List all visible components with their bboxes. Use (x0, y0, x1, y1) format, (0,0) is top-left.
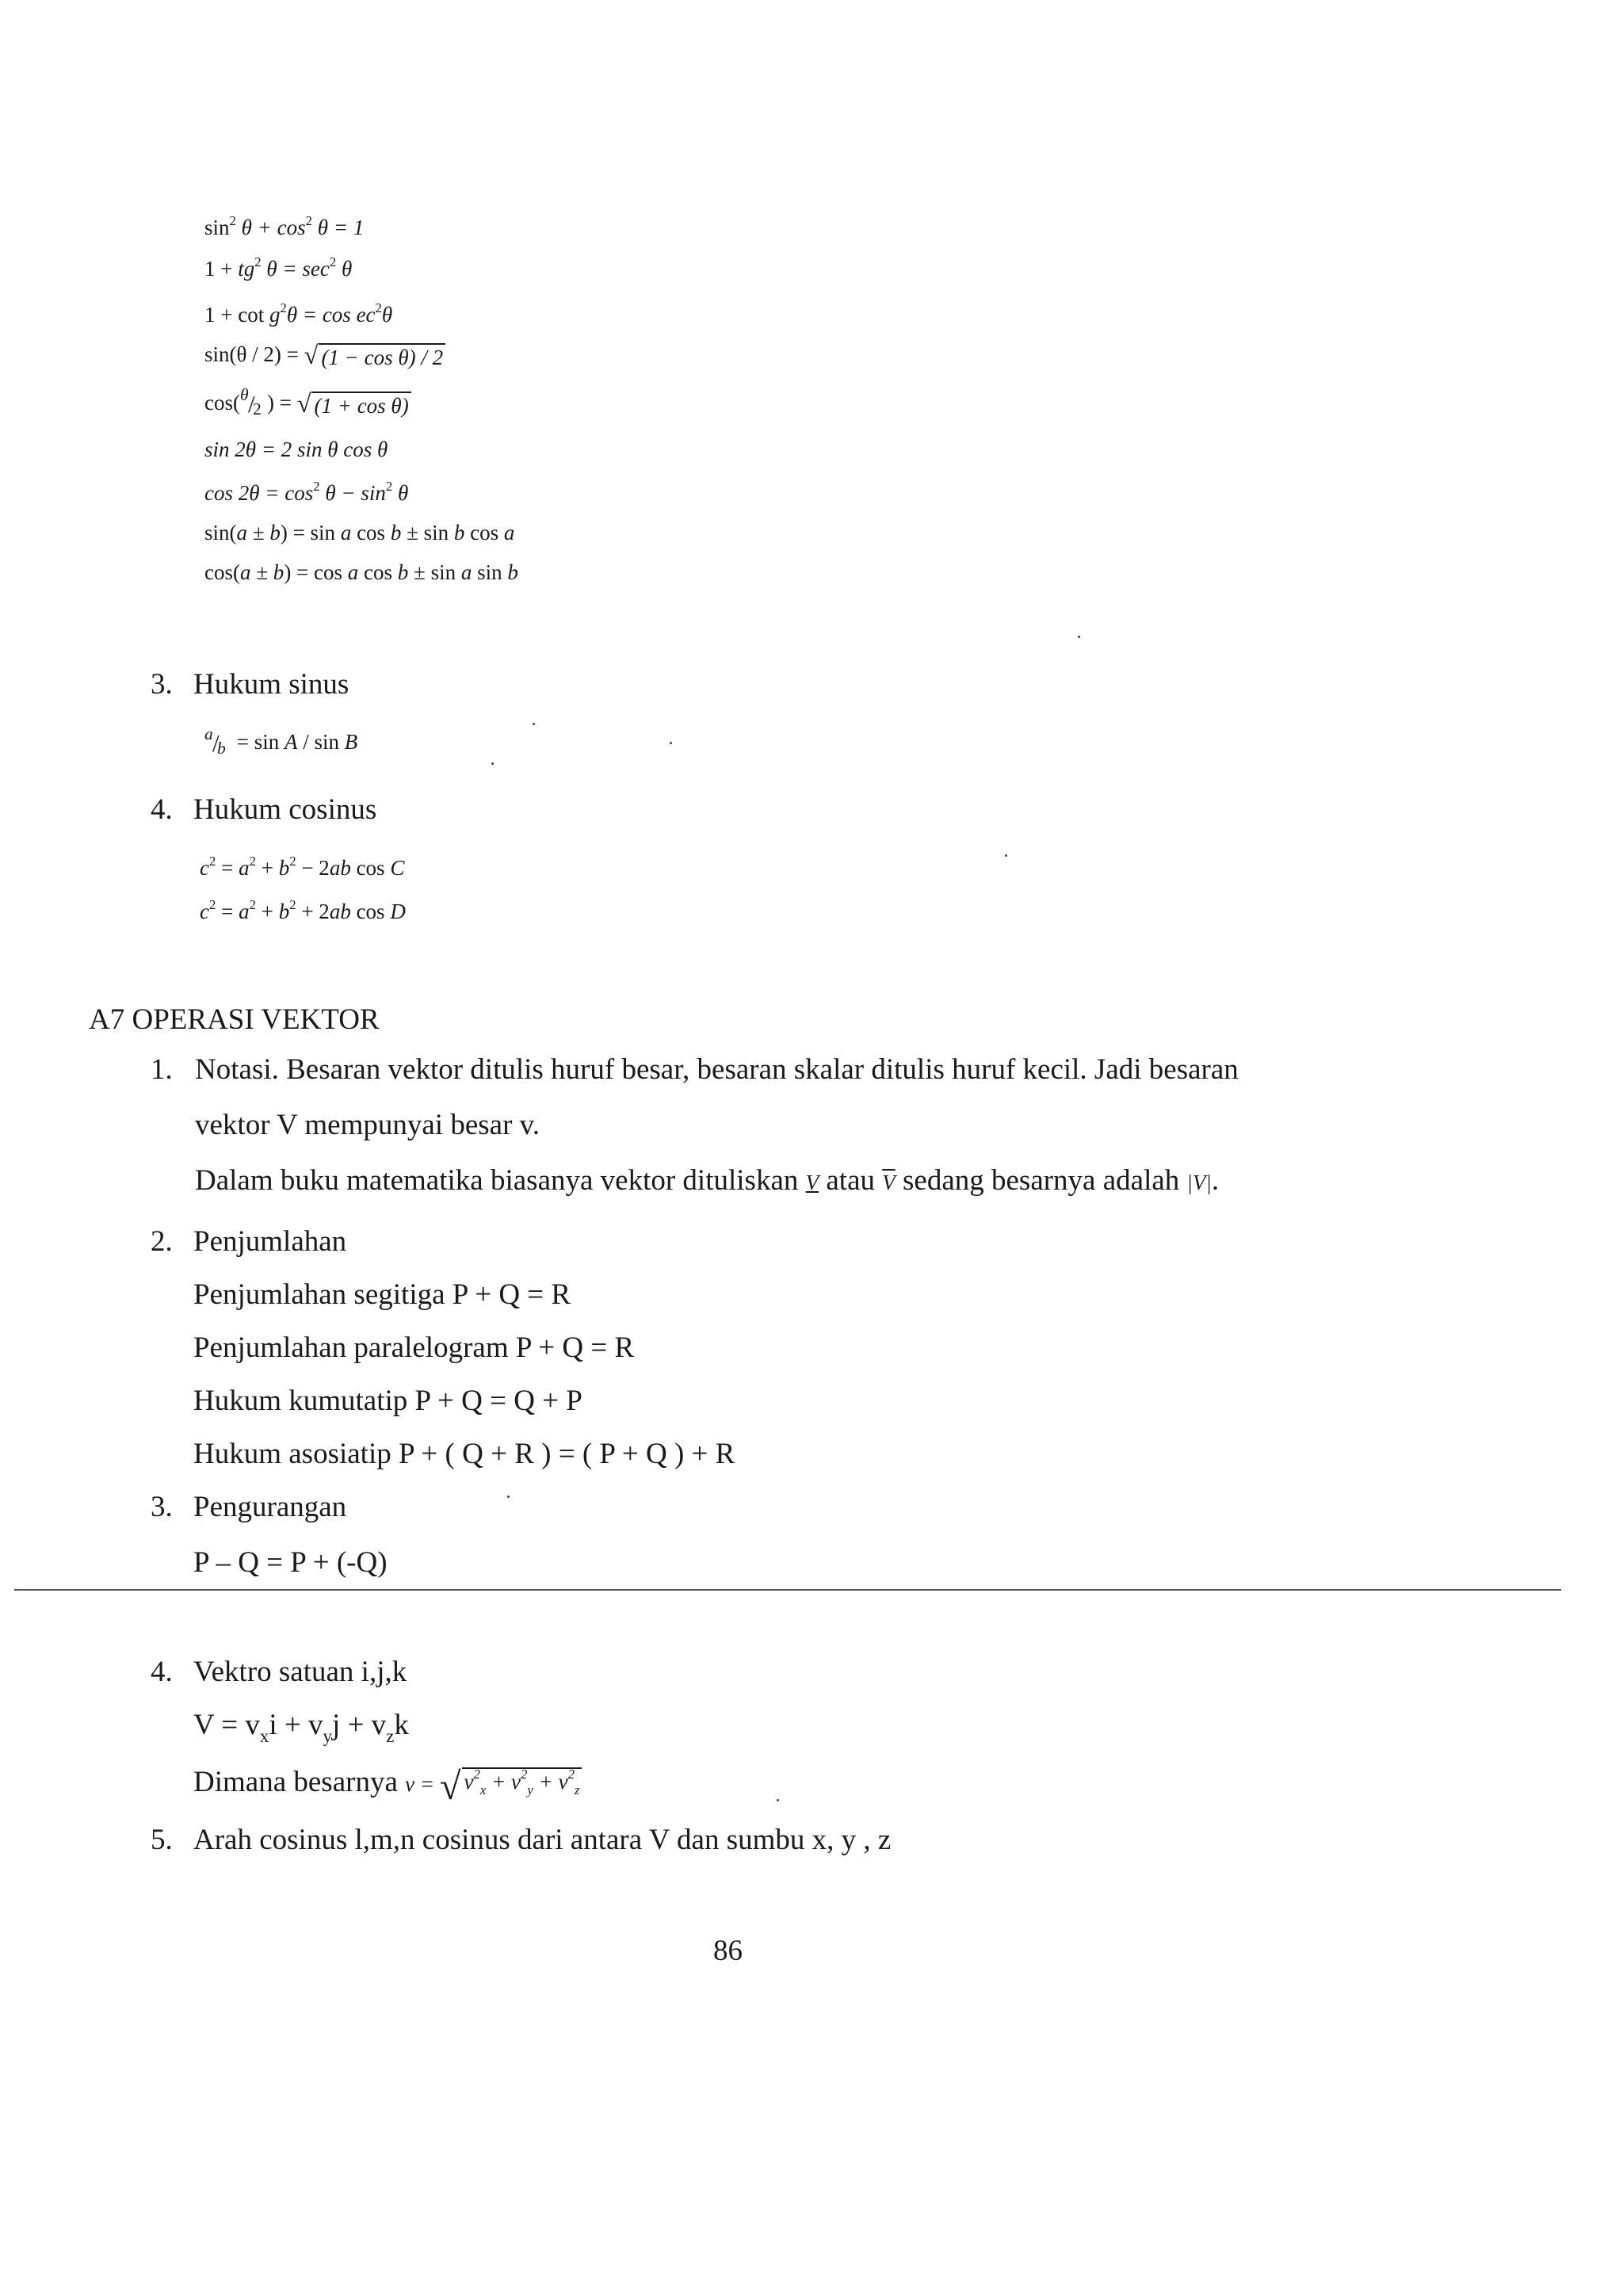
scan-speck (777, 1799, 779, 1801)
text: cos( (204, 391, 240, 415)
heading-penjumlahan: Penjumlahan (193, 1225, 347, 1258)
section-title: A7 OPERASI VEKTOR (89, 1003, 380, 1036)
subscript: z (574, 1782, 580, 1797)
notation-line-3 (195, 1163, 1219, 1198)
text: g (269, 303, 281, 327)
identity-double-angle-sine (204, 437, 388, 462)
text: sin (204, 216, 230, 239)
radicand: (1 − cos θ) / 2 (319, 343, 445, 370)
radical-sign: √ (296, 390, 311, 419)
text: sedang besarnya adalah (895, 1164, 1187, 1197)
text: c (200, 856, 209, 880)
text: a (460, 560, 472, 584)
text: θ = sec (266, 257, 330, 281)
addition-line: Penjumlahan paralelogram P + Q = R (193, 1331, 635, 1364)
exponent: 2 (385, 478, 393, 494)
identity-half-angle-sine (204, 342, 445, 370)
identity-tangent-secant (204, 254, 353, 281)
notation-line-1: Notasi. Besaran vektor ditulis huruf besar, besaran skalar ditulis huruf kecil. Jadi besaran (195, 1053, 1239, 1086)
text: . (1211, 1164, 1220, 1197)
list-number: 4. (151, 1656, 173, 1688)
subscript: x (259, 1725, 269, 1746)
text: + (533, 1769, 559, 1794)
text: cos 2θ = cos (204, 481, 314, 505)
text: + (255, 900, 279, 923)
square-root (304, 343, 446, 370)
text: + 2 (296, 900, 330, 923)
exponent: 2 (289, 853, 296, 869)
text: sin 2θ = 2 sin θ cos θ (204, 437, 388, 461)
text: cos (350, 856, 391, 880)
text: θ (381, 303, 393, 327)
list-number: 5. (151, 1824, 173, 1856)
text: 1 + (204, 257, 239, 281)
text: a (340, 521, 352, 544)
text: + (255, 856, 279, 880)
text: cos( (204, 560, 240, 584)
scan-speck (670, 742, 672, 744)
scan-speck (533, 723, 535, 725)
text: ) = cos (284, 560, 348, 584)
text: = (414, 1772, 440, 1796)
exponent: 2 (208, 896, 216, 912)
text: tg (238, 257, 255, 281)
fraction-a-over-b (204, 724, 231, 759)
scan-speck (1005, 854, 1007, 857)
text: / sin (297, 730, 345, 755)
text: ec (356, 303, 376, 327)
law-of-cosines-formula-1 (200, 853, 405, 881)
fraction-theta-over-2 (239, 385, 267, 420)
text: = sin (231, 730, 285, 755)
identity-double-angle-cosine (204, 478, 409, 506)
page-number: 86 (713, 1935, 743, 1967)
addition-line: Hukum asosiatip P + ( Q + R ) = ( P + Q ) + R (193, 1438, 735, 1470)
list-number: 1. (151, 1053, 173, 1086)
subtraction-line: P – Q = P + (-Q) (193, 1546, 388, 1579)
scan-speck (507, 1496, 510, 1498)
text: b (390, 521, 402, 544)
text: cos (464, 521, 504, 544)
text: v (405, 1772, 415, 1796)
magnitude-symbol: |V| (1186, 1171, 1212, 1194)
exponent: 2 (280, 300, 287, 315)
text: v (464, 1769, 474, 1794)
fraction-slash: / (247, 390, 255, 418)
text: b (397, 560, 409, 584)
denominator: b (217, 739, 226, 758)
addition-line: Hukum kumutatip P + Q = Q + P (193, 1385, 582, 1417)
exponent: 2 (254, 254, 262, 269)
text: cos (350, 900, 391, 923)
law-of-sines-formula (204, 724, 358, 759)
text: k (394, 1709, 409, 1741)
heading-pengurangan: Pengurangan (193, 1491, 347, 1523)
text: Dalam buku matematika biasanya vektor dituliskan (195, 1164, 806, 1197)
text: c (200, 900, 209, 923)
text: = (216, 900, 239, 923)
text: a (347, 560, 359, 584)
horizontal-rule (14, 1589, 1561, 1591)
radical-sign: √ (439, 1764, 461, 1808)
text: 1 + cot (204, 303, 269, 327)
magnitude-line (193, 1764, 582, 1808)
identity-pythagorean (204, 212, 365, 240)
notation-line-2: vektor V mempunyai besar v. (195, 1109, 540, 1141)
numerator: a (204, 724, 213, 743)
text: θ + cos (241, 216, 306, 239)
identity-cosine-sum (204, 560, 518, 585)
exponent: 2 (305, 212, 312, 228)
text: ± sin (401, 521, 454, 544)
denominator: 2 (252, 399, 262, 418)
radicand (462, 1767, 582, 1806)
text: B (344, 730, 358, 755)
scan-speck (491, 762, 494, 765)
text: A (285, 730, 298, 755)
text: θ (341, 257, 353, 281)
exponent: 2 (329, 254, 337, 269)
text: a ± b (239, 560, 285, 584)
text: cos (351, 521, 391, 544)
exponent: 2 (313, 478, 320, 494)
text: j + v (332, 1709, 387, 1741)
exponent: 2 (208, 853, 216, 869)
exponent: 2 (567, 1767, 575, 1782)
text: v (558, 1769, 568, 1794)
heading-hukum-sinus: Hukum sinus (193, 668, 349, 701)
text: Dimana besarnya (193, 1766, 406, 1798)
direction-cosine-text: Arah cosinus l,m,n cosinus dari antara V dan sumbu x, y , z (193, 1824, 892, 1856)
square-root (297, 392, 411, 418)
text: a (239, 856, 250, 880)
subscript: y (323, 1725, 333, 1746)
text: ab (329, 856, 351, 880)
text: ± sin (408, 560, 461, 584)
exponent: 2 (289, 896, 296, 912)
text: b (453, 521, 465, 544)
heading-vektor-satuan: Vektro satuan i,j,k (193, 1656, 407, 1688)
text: a ± b (236, 521, 281, 544)
text: sin(θ / 2) = (204, 342, 304, 366)
exponent: 2 (473, 1767, 480, 1782)
text: ab (329, 900, 351, 923)
scan-speck (1078, 636, 1080, 638)
text: atau (819, 1164, 883, 1197)
subscript: x (479, 1782, 487, 1797)
text: θ − sin (325, 481, 386, 505)
fraction-slash: / (212, 729, 220, 757)
magnitude-formula (405, 1764, 582, 1808)
text: = (216, 856, 239, 880)
text: ) = sin (280, 521, 341, 544)
text: v (511, 1769, 521, 1794)
law-of-cosines-formula-2 (200, 896, 406, 924)
text: θ = 1 (317, 216, 365, 239)
vector-overline-symbol: $\overline{V}$ (882, 1171, 896, 1194)
exponent: 2 (375, 300, 382, 315)
subscript: z (386, 1725, 395, 1746)
text: C (390, 856, 405, 880)
list-number: 3. (151, 1491, 173, 1523)
text: b (278, 900, 290, 923)
text: ) = (266, 391, 297, 415)
exponent: 2 (229, 212, 236, 228)
text: θ = cos (286, 303, 357, 327)
text: a (503, 521, 515, 544)
text: b (507, 560, 518, 584)
unit-vector-equation (193, 1708, 409, 1746)
identity-half-angle-cosine (204, 385, 411, 420)
text: V = v (193, 1709, 260, 1741)
exponent: 2 (249, 896, 256, 912)
square-root (439, 1764, 582, 1808)
text: sin( (204, 521, 237, 544)
list-number: 4. (151, 793, 173, 826)
heading-hukum-cosinus: Hukum cosinus (193, 793, 377, 826)
exponent: 2 (249, 853, 256, 869)
exponent: 2 (521, 1767, 528, 1782)
vector-underline-symbol: V (805, 1171, 819, 1194)
text: sin (472, 560, 508, 584)
text: D (390, 900, 406, 923)
text: θ (397, 481, 409, 505)
text: a (239, 900, 250, 923)
radical-sign: √ (304, 341, 319, 370)
subscript: y (527, 1782, 533, 1797)
list-number: 3. (151, 668, 173, 701)
identity-sine-sum (204, 521, 514, 545)
text: + (486, 1769, 512, 1794)
identity-cotangent-cosecant (204, 300, 393, 327)
numerator: θ (239, 385, 249, 404)
text: cos (358, 560, 398, 584)
text: i + v (269, 1709, 323, 1741)
text: b (278, 856, 290, 880)
radicand: (1 + cos θ) (311, 392, 411, 418)
addition-line: Penjumlahan segitiga P + Q = R (193, 1278, 571, 1311)
text: − 2 (296, 856, 330, 880)
list-number: 2. (151, 1225, 173, 1258)
